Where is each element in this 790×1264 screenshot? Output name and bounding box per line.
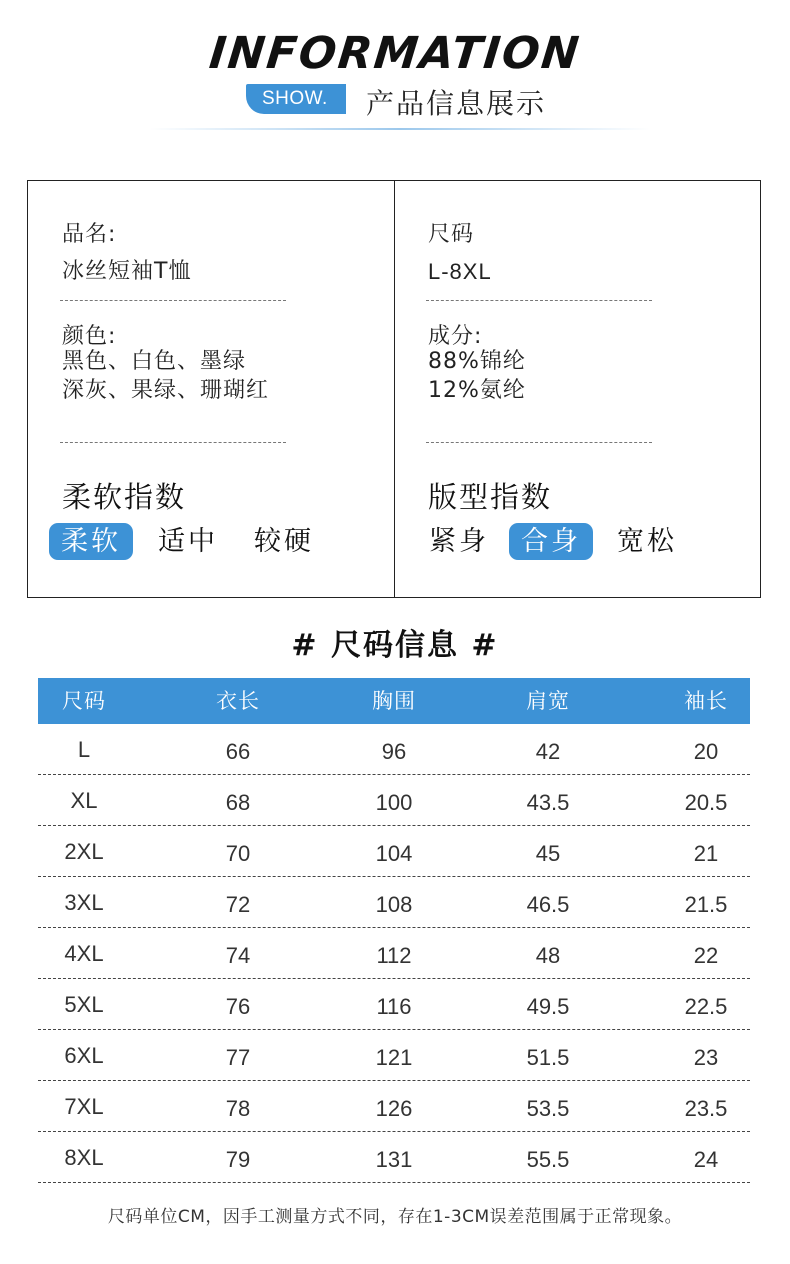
cell-size: XL	[70, 788, 98, 813]
cell-size: L	[77, 737, 91, 762]
cell-sleeve: 20	[693, 739, 719, 764]
fit-option-tight: 紧身	[429, 526, 489, 557]
fit-option-loose: 宽松	[617, 526, 677, 557]
header-underline	[150, 128, 650, 130]
cell-shoulder: 49.5	[526, 994, 570, 1019]
cell-shoulder: 51.5	[526, 1045, 570, 1070]
table-row	[38, 826, 750, 877]
table-row	[38, 877, 750, 928]
cell-shoulder: 48	[535, 943, 561, 968]
page-subtitle: 产品信息展示	[366, 87, 547, 120]
cell-sleeve: 23.5	[684, 1096, 728, 1121]
cell-sleeve: 20.5	[684, 790, 728, 815]
column-header-shoulder: 肩宽	[526, 689, 570, 713]
cell-size: 6XL	[64, 1043, 104, 1068]
cell-length: 79	[225, 1147, 251, 1172]
column-header-chest: 胸围	[372, 689, 416, 713]
softness-option-hard: 较硬	[254, 526, 314, 557]
show-badge: SHOW.	[246, 84, 346, 114]
cell-sleeve: 22.5	[684, 994, 728, 1019]
cell-length: 72	[225, 892, 251, 917]
cell-size: 4XL	[64, 941, 104, 966]
softness-index-title: 柔软指数	[62, 480, 187, 514]
cell-length: 76	[225, 994, 251, 1019]
divider-dashed	[426, 442, 652, 443]
cell-chest: 104	[375, 841, 413, 866]
material-value-line1: 88%锦纶	[428, 349, 526, 374]
cell-length: 78	[225, 1096, 251, 1121]
cell-chest: 100	[375, 790, 413, 815]
cell-chest: 108	[375, 892, 413, 917]
divider-dashed	[60, 442, 286, 443]
size-label: 尺码	[428, 222, 475, 247]
color-value-line2: 深灰、果绿、珊瑚红	[62, 378, 270, 403]
column-header-size: 尺码	[62, 689, 106, 713]
table-row	[38, 928, 750, 979]
column-header-sleeve: 袖长	[684, 689, 728, 713]
table-row	[38, 979, 750, 1030]
cell-length: 74	[225, 943, 251, 968]
cell-chest: 96	[381, 739, 407, 764]
table-row	[38, 724, 750, 775]
fit-index-title: 版型指数	[428, 480, 553, 514]
cell-sleeve: 23	[693, 1045, 719, 1070]
table-row	[38, 775, 750, 826]
size-value: L-8XL	[428, 259, 492, 284]
table-row	[38, 1030, 750, 1081]
cell-length: 66	[225, 739, 251, 764]
softness-option-medium: 适中	[158, 526, 218, 557]
cell-shoulder: 46.5	[526, 892, 570, 917]
product-info-box	[27, 180, 761, 598]
color-value-line1: 黑色、白色、墨绿	[62, 349, 247, 374]
cell-sleeve: 22	[693, 943, 719, 968]
cell-length: 70	[225, 841, 251, 866]
cell-size: 5XL	[64, 992, 104, 1017]
cell-shoulder: 45	[535, 841, 561, 866]
cell-length: 68	[225, 790, 251, 815]
info-right-column	[395, 181, 761, 597]
column-header-length: 衣长	[216, 689, 260, 713]
material-value-line2: 12%氨纶	[428, 378, 526, 403]
cell-chest: 131	[375, 1147, 413, 1172]
table-row	[38, 1081, 750, 1132]
product-name-label: 品名:	[62, 222, 117, 247]
cell-size: 8XL	[64, 1145, 104, 1170]
cell-chest: 121	[375, 1045, 413, 1070]
divider-dashed	[60, 300, 286, 301]
cell-size: 2XL	[64, 839, 104, 864]
cell-shoulder: 53.5	[526, 1096, 570, 1121]
cell-chest: 116	[376, 994, 412, 1019]
cell-sleeve: 21.5	[684, 892, 728, 917]
fit-option-regular: 合身	[509, 523, 593, 560]
material-label: 成分:	[428, 324, 483, 349]
product-name-value: 冰丝短袖T恤	[62, 259, 192, 284]
cell-chest: 126	[375, 1096, 413, 1121]
page-title: INFORMATION	[206, 28, 584, 79]
color-label: 颜色:	[62, 324, 117, 349]
cell-shoulder: 55.5	[526, 1147, 570, 1172]
cell-size: 3XL	[64, 890, 104, 915]
measurement-footnote: 尺码单位CM，因手工测量方式不同，存在1-3CM误差范围属于正常现象。	[107, 1207, 683, 1227]
table-row	[38, 1132, 750, 1183]
cell-shoulder: 43.5	[526, 790, 570, 815]
info-left-column	[28, 181, 394, 597]
cell-shoulder: 42	[535, 739, 561, 764]
softness-option-soft: 柔软	[49, 523, 133, 560]
cell-chest: 112	[376, 943, 412, 968]
size-table-title: # 尺码信息 #	[291, 628, 499, 663]
size-table-body	[38, 724, 750, 1183]
divider-dashed	[426, 300, 652, 301]
size-table-header	[38, 678, 750, 724]
cell-size: 7XL	[64, 1094, 104, 1119]
cell-sleeve: 21	[693, 841, 719, 866]
cell-sleeve: 24	[693, 1147, 719, 1172]
cell-length: 77	[225, 1045, 251, 1070]
